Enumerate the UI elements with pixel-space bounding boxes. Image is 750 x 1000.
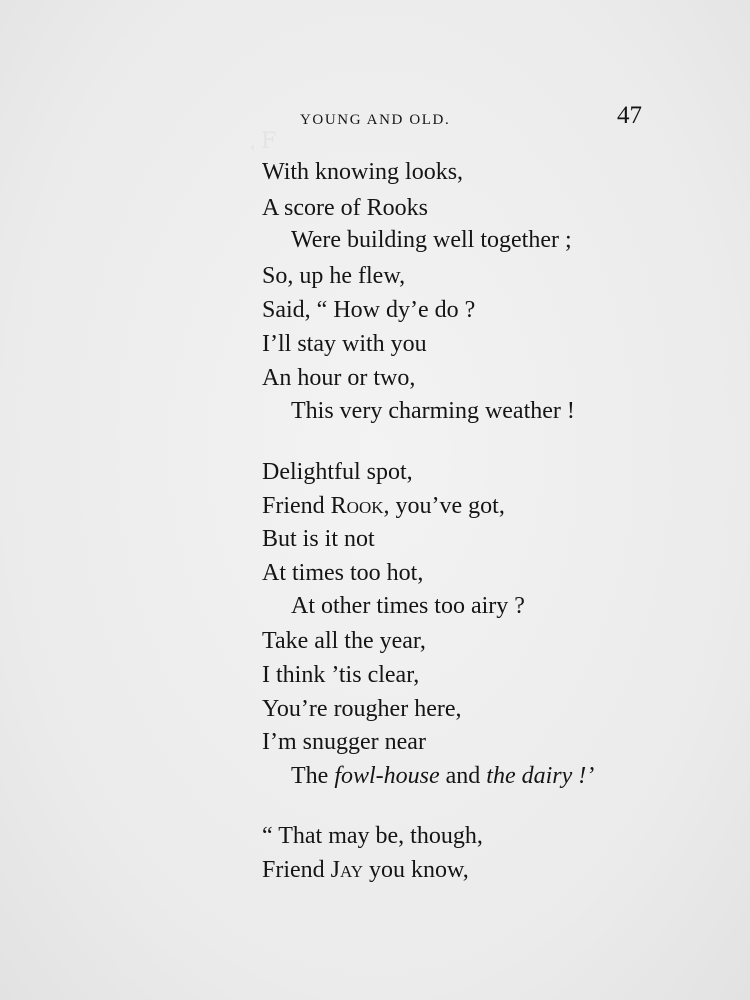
poem-line: You’re rougher here, [262, 696, 462, 722]
poem-italic-text: fowl-house [334, 763, 440, 789]
poem-text: Friend [262, 857, 331, 883]
poem-line: I think ’tis clear, [262, 662, 420, 688]
poem-text: The [291, 763, 335, 789]
poem-italic-text: the dairy !’ [486, 763, 595, 789]
poem-line [262, 856, 469, 884]
poem-line: Delightful spot, [262, 459, 413, 485]
running-head-title: YOUNG AND OLD. [300, 112, 451, 128]
poem-text: , you’ve got, [383, 493, 505, 519]
poem-line: At times too hot, [262, 560, 424, 586]
poem-line: “ That may be, though, [262, 823, 483, 849]
poem-line: This very charming weather ! [291, 398, 575, 424]
show-through-text [250, 128, 276, 154]
poem-line [262, 492, 505, 520]
poem-line: I’m snugger near [262, 729, 426, 755]
poem-text: and [439, 763, 487, 789]
page-number: 47 [617, 102, 642, 129]
poem-line: Take all the year, [262, 628, 426, 654]
poem-line: But is it not [262, 526, 375, 552]
poem-line: I’ll stay with you [262, 331, 427, 357]
poem-name-jay: Jay [330, 857, 364, 883]
poem-text: Friend [262, 493, 331, 519]
poem-line: Were building well together ; [291, 227, 572, 253]
poem-line: So, up he flew, [262, 263, 406, 289]
poem-line [291, 762, 594, 790]
poem-line: A score of Rooks [262, 195, 428, 221]
poem-line: An hour or two, [262, 365, 416, 391]
poem-line: With knowing looks, [262, 159, 464, 185]
poem-name-rook: Rook [330, 493, 384, 519]
poem-line: Said, “ How dy’e do ? [262, 297, 476, 323]
poem-line: At other times too airy ? [291, 593, 525, 619]
poem-text: you know, [363, 857, 469, 883]
